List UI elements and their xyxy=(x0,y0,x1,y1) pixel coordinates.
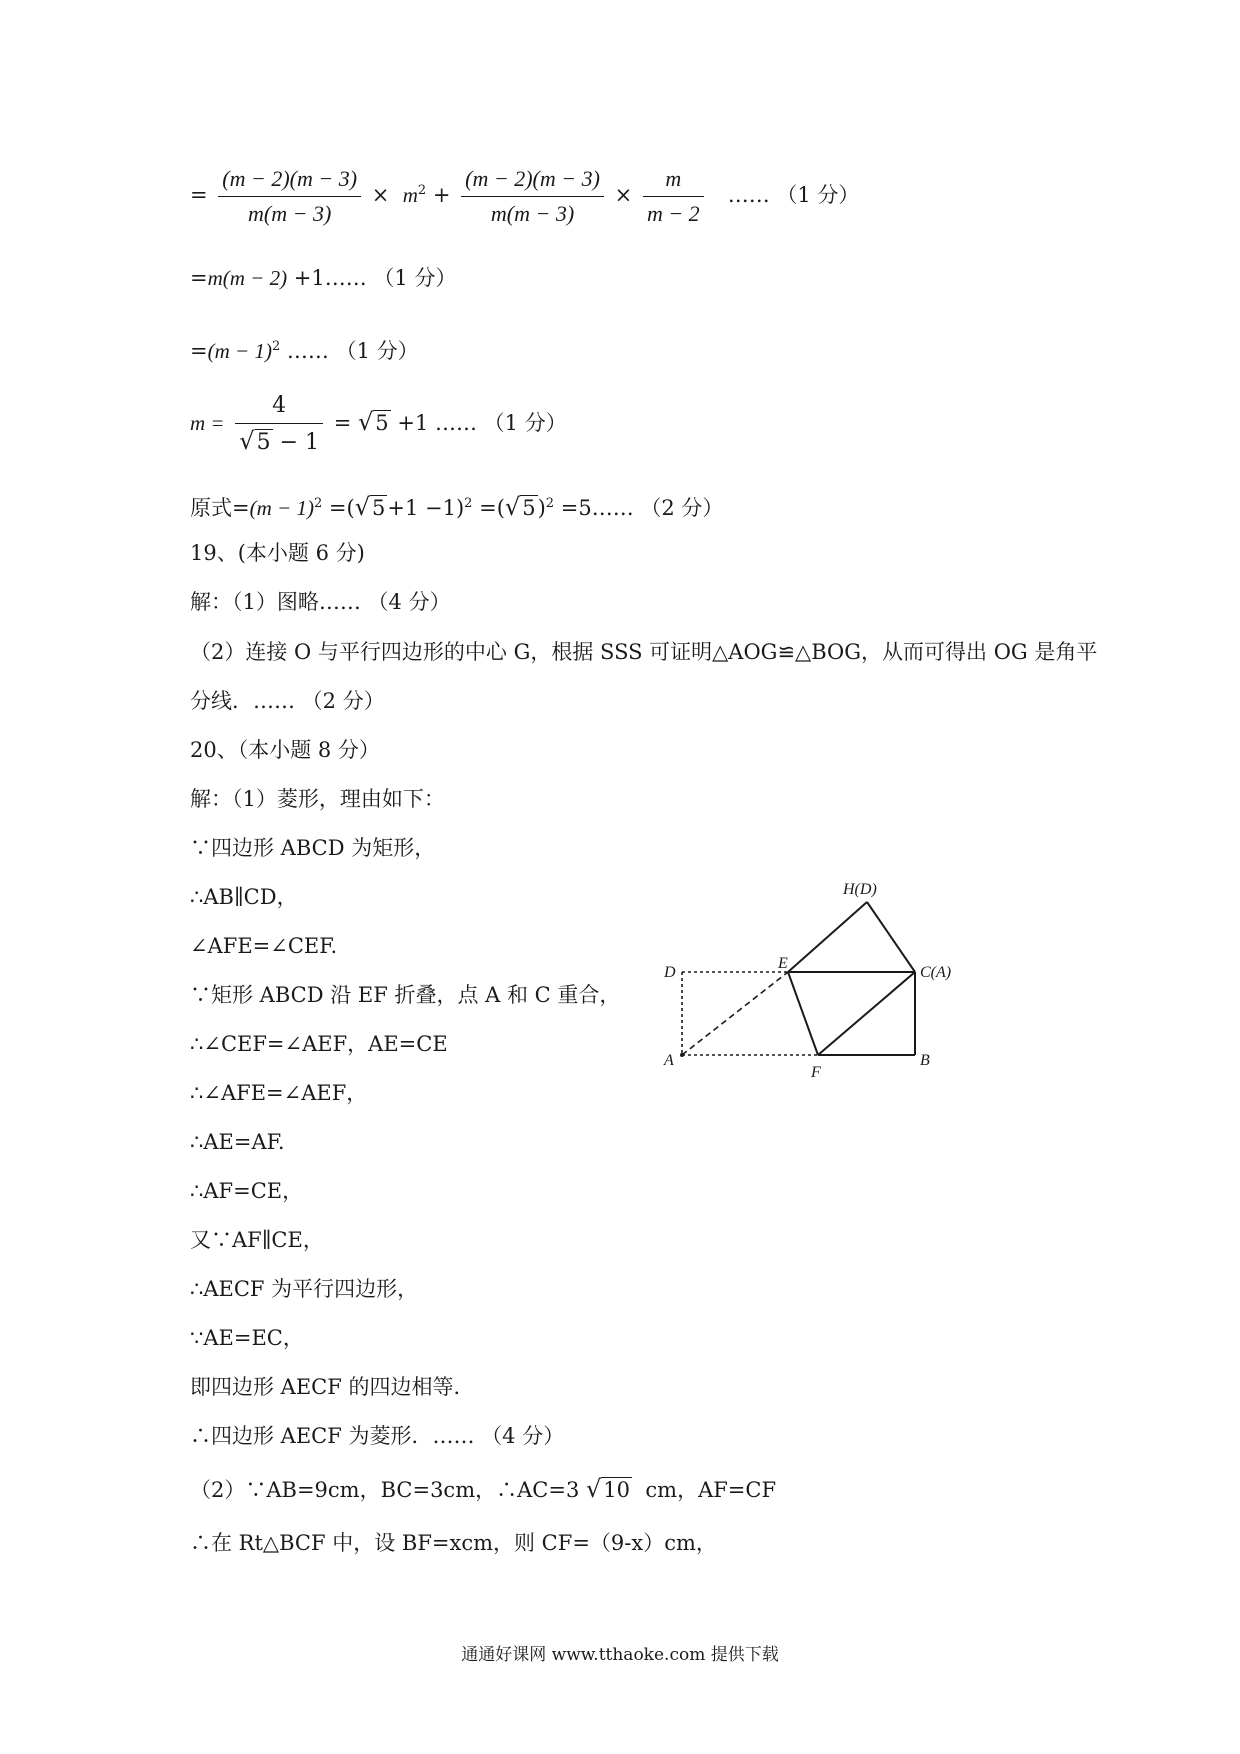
fraction-2 xyxy=(461,165,604,228)
folded-rectangle-figure xyxy=(660,880,980,1090)
eq5-exponent-3: 2 xyxy=(545,496,555,511)
equation-line-1: = $\frac{(m - 2)(m - 3)}{m(m - 3)}$ × $m^2$ + $\frac{(m - 2)(m - 3)}{m(m - 3)}$ × $\frac{m}{m - 2}$ …… （1 分） xyxy=(190,166,860,226)
eq5-radicand-c: 5 xyxy=(522,496,536,520)
eq4-fraction xyxy=(235,392,323,457)
eq4-radicand: 5 xyxy=(375,411,389,435)
eq5-term-a: (m − 1) xyxy=(249,496,314,520)
text-line: （2）连接 O 与平行四边形的中心 G，根据 SSS 可证明△AOG≌△BOG，从而可得出 OG 是角平 xyxy=(190,640,1098,664)
text-line: ∠AFE=∠CEF. xyxy=(190,934,338,958)
eq3-exponent: 2 xyxy=(271,339,281,354)
text-line: 20、（本小题 8 分） xyxy=(190,738,380,762)
eq2-expression: m(m − 2) xyxy=(207,266,288,290)
fraction-2-numerator: (m − 2)(m − 3) xyxy=(461,165,604,197)
label-A: A xyxy=(664,1052,674,1069)
eq3-expression: (m − 1) xyxy=(207,339,272,363)
segment-EF xyxy=(788,972,818,1055)
eq4-denominator: √5 − 1 xyxy=(239,427,320,455)
equation-line-2: =m(m − 2) +1…… （1 分） xyxy=(190,266,457,290)
text-line-last: ∴在 Rt△BCF 中，设 BF=xcm，则 CF=（9-x）cm， xyxy=(190,1531,717,1555)
eq5-tail-b: +1 −1) xyxy=(387,496,465,520)
eq3-tail: …… （1 分） xyxy=(286,339,419,363)
text-line: 解：（1）菱形，理由如下： xyxy=(190,787,445,811)
text-line: ∴∠CEF=∠AEF，AE=CE xyxy=(190,1032,448,1056)
eq4-numerator: 4 xyxy=(235,392,323,424)
label-H: H(D) xyxy=(843,881,877,898)
text-line: ∵AE=EC， xyxy=(190,1326,304,1350)
text-line: ∵四边形 ABCD 为矩形， xyxy=(190,836,436,860)
text-line: ∴AB∥CD， xyxy=(190,885,298,909)
label-B: B xyxy=(920,1052,930,1069)
m-squared-base: m xyxy=(402,183,418,207)
fraction-2-denominator: m(m − 3) xyxy=(490,201,575,226)
fraction-3 xyxy=(643,165,704,228)
eq6-prefix: （2）∵AB=9cm，BC=3cm，∴AC=3 xyxy=(190,1478,580,1502)
eq4-denominator-radicand: 5 xyxy=(256,430,271,455)
score-note-1: …… （1 分） xyxy=(727,183,860,207)
equation-line-3: $=(m - 1)^2$ …… （1 分） xyxy=(190,339,419,363)
eq4-lhs: m = xyxy=(190,411,225,435)
m-squared-exponent: 2 xyxy=(417,183,427,198)
label-C: C(A) xyxy=(920,964,952,981)
fraction-3-denominator: m − 2 xyxy=(646,201,700,226)
equation-line-5: 原式$=(m - 1)^2 =(√5+1 -1)^2 =(√5)^2$ =5…… （2 分） xyxy=(190,493,724,521)
fraction-1-numerator: (m − 2)(m − 3) xyxy=(218,165,361,197)
text-line: ∴AE=AF. xyxy=(190,1130,285,1154)
eq4-denominator-tail: − 1 xyxy=(279,430,320,455)
text-line: 又∵AF∥CE， xyxy=(190,1228,324,1252)
eq5-open-b: =( xyxy=(328,496,355,520)
point-A-dot xyxy=(680,1053,684,1057)
text-line: 分线．…… （2 分） xyxy=(190,689,385,713)
text-line: 解：（1）图略…… （4 分） xyxy=(190,590,451,614)
text-line: ∴四边形 AECF 为菱形．…… （4 分） xyxy=(190,1424,565,1448)
text-line: ∵矩形 ABCD 沿 EF 折叠，点 A 和 C 重合， xyxy=(190,983,621,1007)
eq5-exponent-1: 2 xyxy=(313,496,323,511)
equation-line-6: （2）∵AB=9cm，BC=3cm，∴AC=3 √10 cm，AF=CF xyxy=(190,1475,777,1503)
eq4-tail: +1 …… （1 分） xyxy=(397,411,567,435)
text-line: ∴AECF 为平行四边形， xyxy=(190,1277,419,1301)
text-line: ∴AF=CE， xyxy=(190,1179,304,1203)
times-sign-2: × xyxy=(614,183,633,207)
label-D: D xyxy=(664,964,676,981)
text-line: 19、(本小题 6 分) xyxy=(190,541,365,565)
segment-EH xyxy=(788,902,867,972)
text-line: 即四边形 AECF 的四边相等． xyxy=(190,1375,475,1399)
plus-sign: + xyxy=(432,183,451,207)
eq5-end: =5…… （2 分） xyxy=(560,496,724,520)
eq2-tail: +1…… （1 分） xyxy=(293,266,457,290)
segment-HC xyxy=(867,902,915,972)
times-sign-1: × xyxy=(371,183,390,207)
eq4-equals: = xyxy=(333,411,352,435)
label-F: F xyxy=(811,1064,821,1081)
page-footer: 通通好课网 www.tthaoke.com 提供下载 xyxy=(461,1645,779,1665)
eq6-postfix: cm，AF=CF xyxy=(645,1478,777,1502)
text-line: ∴∠AFE=∠AEF， xyxy=(190,1081,368,1105)
eq5-close-c: ) xyxy=(537,496,546,520)
dashed-segment-AE xyxy=(682,972,788,1055)
fraction-3-numerator: m xyxy=(643,165,704,197)
fraction-1 xyxy=(218,165,361,228)
eq5-prefix: 原式= xyxy=(190,496,250,520)
eq5-radicand-b: 5 xyxy=(372,496,386,520)
eq5-open-c: =( xyxy=(479,496,505,520)
fraction-1-denominator: m(m − 3) xyxy=(248,201,332,226)
label-E: E xyxy=(778,955,788,972)
eq5-exponent-2: 2 xyxy=(464,496,473,511)
eq6-radicand: 10 xyxy=(603,1478,631,1502)
equation-line-4: m = $\frac{4}{√5 - 1}$ = √5 +1 …… （1 分） xyxy=(190,393,567,455)
segment-FC xyxy=(818,972,915,1055)
